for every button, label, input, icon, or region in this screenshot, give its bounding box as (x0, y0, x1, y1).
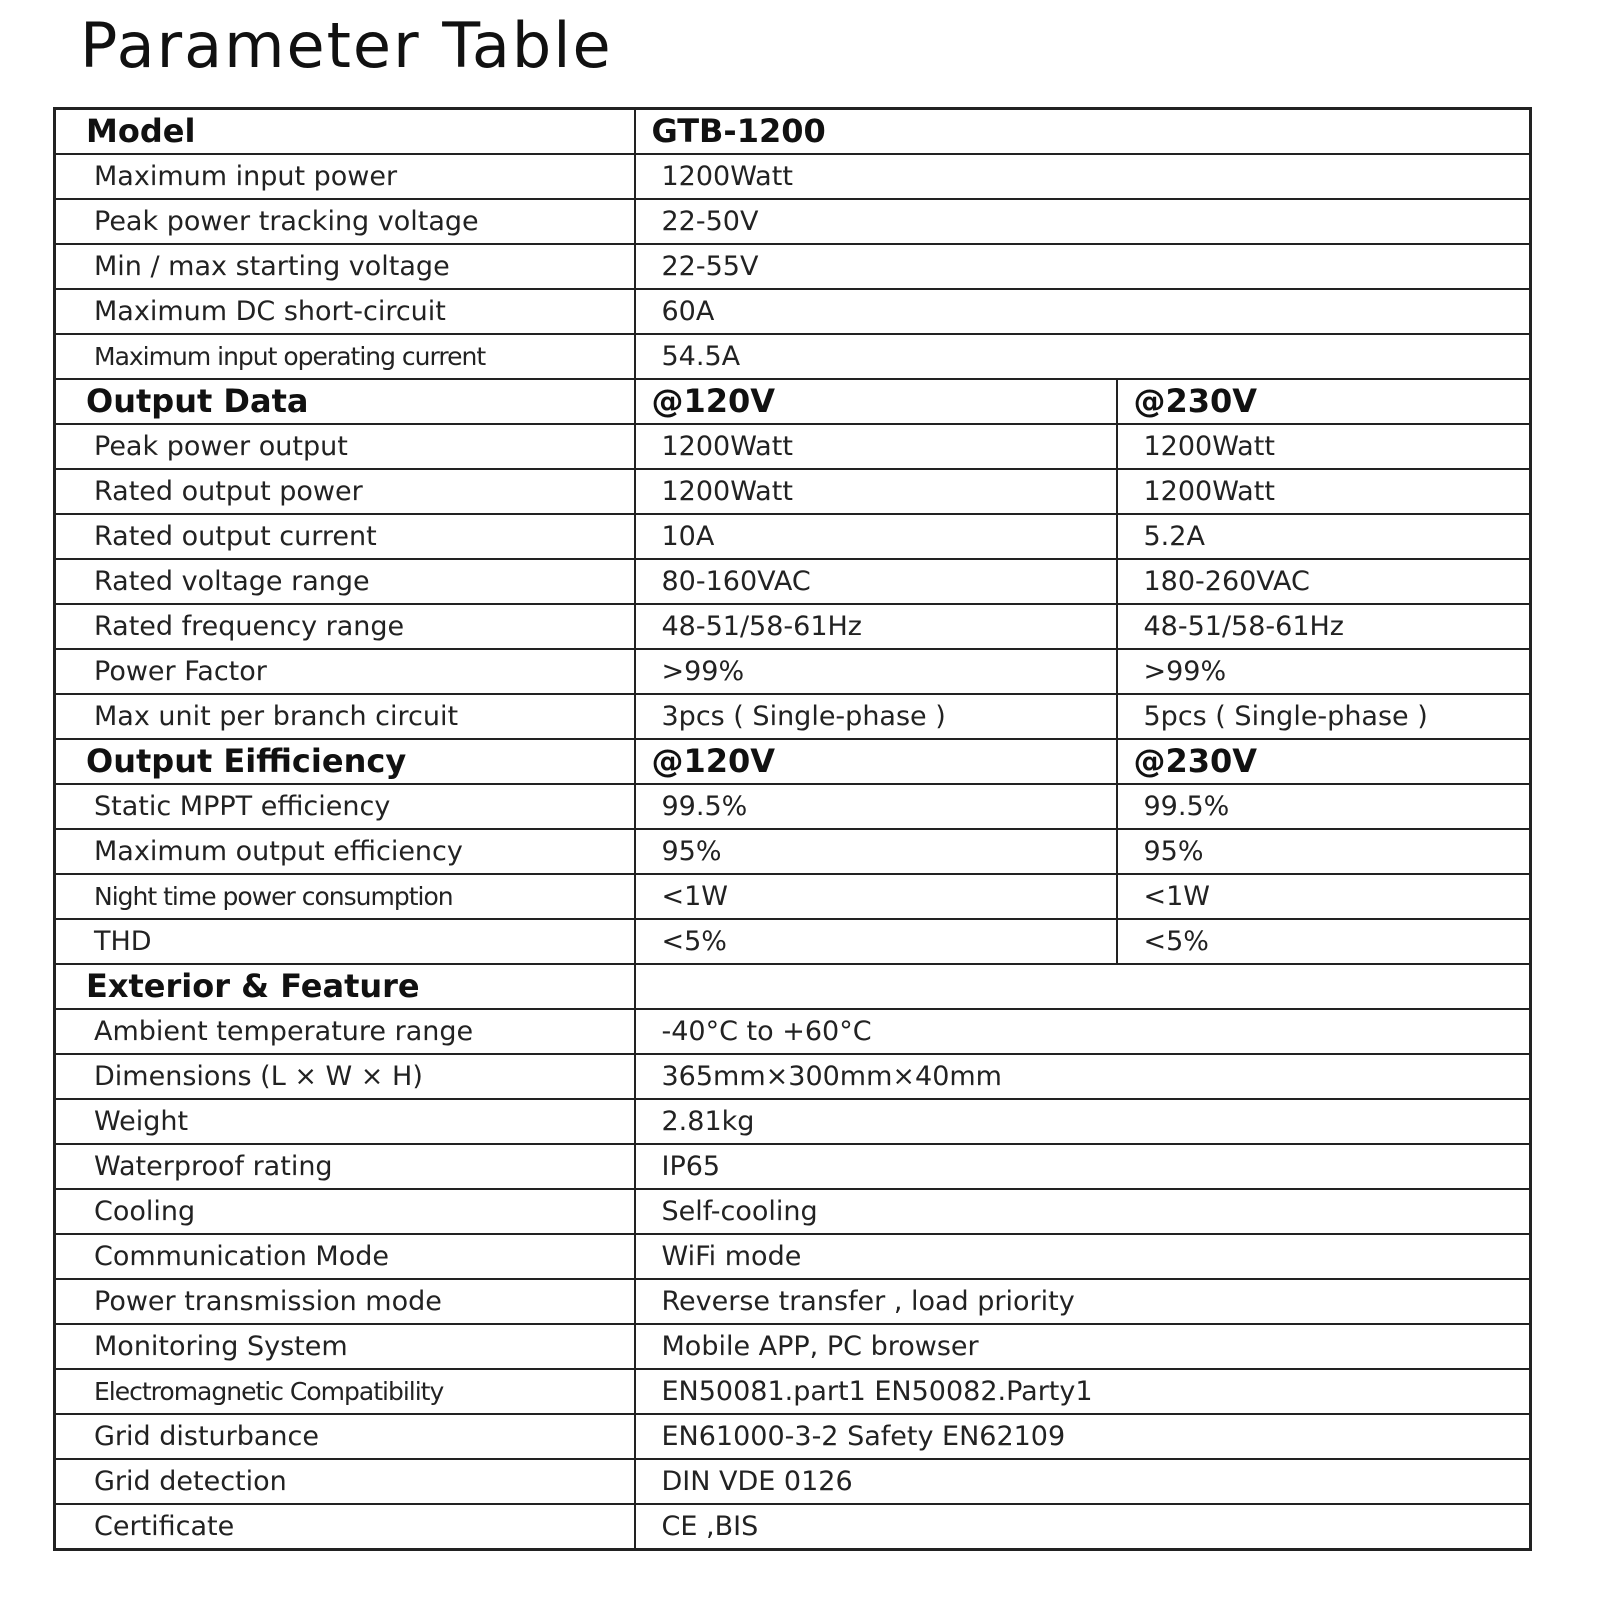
table-row (55, 289, 1531, 334)
table-row (55, 199, 1531, 244)
model-label: Model (55, 109, 635, 155)
row-value: 1200Watt (635, 154, 1531, 199)
row-value: 365mm×300mm×40mm (635, 1054, 1531, 1099)
table-row (55, 604, 1531, 649)
value-120v: 95% (635, 829, 1117, 874)
row-label: Grid detection (55, 1459, 635, 1504)
value-230v: 48-51/58-61Hz (1117, 604, 1531, 649)
section-title: Output Eifficiency (55, 739, 635, 784)
table-row (55, 1324, 1531, 1369)
value-120v: >99% (635, 649, 1117, 694)
output-data-header (55, 379, 1531, 424)
model-value: GTB-1200 (635, 109, 1531, 155)
value-230v: 180-260VAC (1117, 559, 1531, 604)
row-label: Communication Mode (55, 1234, 635, 1279)
table-row (55, 424, 1531, 469)
row-value: -40°C to +60°C (635, 1009, 1531, 1054)
row-label: Maximum input power (55, 154, 635, 199)
parameter-table (53, 107, 1532, 1551)
table-row (55, 694, 1531, 739)
row-label: Cooling (55, 1189, 635, 1234)
table-row (55, 514, 1531, 559)
row-label: Monitoring System (55, 1324, 635, 1369)
value-120v: 48-51/58-61Hz (635, 604, 1117, 649)
table-row (55, 649, 1531, 694)
row-label: Static MPPT efficiency (55, 784, 635, 829)
value-120v: 80-160VAC (635, 559, 1117, 604)
row-value: WiFi mode (635, 1234, 1531, 1279)
table-row (55, 1414, 1531, 1459)
section-title: Output Data (55, 379, 635, 424)
row-label: Weight (55, 1099, 635, 1144)
row-label: Electromagnetic Compatibility (55, 1369, 635, 1414)
table-row (55, 1009, 1531, 1054)
row-label: Min / max starting voltage (55, 244, 635, 289)
row-value: EN61000-3-2 Safety EN62109 (635, 1414, 1531, 1459)
column-header-120v: @120V (635, 379, 1117, 424)
row-label: Maximum input operating current (55, 334, 635, 379)
row-value: DIN VDE 0126 (635, 1459, 1531, 1504)
row-label: Power Factor (55, 649, 635, 694)
row-value: 2.81kg (635, 1099, 1531, 1144)
value-120v: 3pcs ( Single-phase ) (635, 694, 1117, 739)
table-row (55, 244, 1531, 289)
table-row (55, 874, 1531, 919)
row-value: Self-cooling (635, 1189, 1531, 1234)
table-row (55, 559, 1531, 604)
row-label: Certificate (55, 1504, 635, 1550)
page-title: Parameter Table (80, 9, 613, 82)
row-value: EN50081.part1 EN50082.Party1 (635, 1369, 1531, 1414)
value-120v: <5% (635, 919, 1117, 964)
value-230v: <5% (1117, 919, 1531, 964)
row-label: Rated output power (55, 469, 635, 514)
row-label: Maximum output efficiency (55, 829, 635, 874)
section-empty-cell (635, 964, 1531, 1009)
row-label: Maximum DC short-circuit (55, 289, 635, 334)
row-value: Mobile APP, PC browser (635, 1324, 1531, 1369)
value-230v: 1200Watt (1117, 424, 1531, 469)
value-230v: 5.2A (1117, 514, 1531, 559)
row-label: Dimensions (L × W × H) (55, 1054, 635, 1099)
row-value: 54.5A (635, 334, 1531, 379)
value-230v: 1200Watt (1117, 469, 1531, 514)
row-label: Peak power tracking voltage (55, 199, 635, 244)
row-label: Grid disturbance (55, 1414, 635, 1459)
row-label: Peak power output (55, 424, 635, 469)
table-row (55, 919, 1531, 964)
table-row (55, 1234, 1531, 1279)
value-230v: >99% (1117, 649, 1531, 694)
row-value: 22-55V (635, 244, 1531, 289)
exterior-feature-header (55, 964, 1531, 1009)
row-label: Night time power consumption (55, 874, 635, 919)
value-120v: 1200Watt (635, 469, 1117, 514)
row-label: Power transmission mode (55, 1279, 635, 1324)
column-header-230v: @230V (1117, 379, 1531, 424)
column-header-230v: @230V (1117, 739, 1531, 784)
value-120v: 10A (635, 514, 1117, 559)
table-row (55, 334, 1531, 379)
row-label: Rated frequency range (55, 604, 635, 649)
value-230v: 95% (1117, 829, 1531, 874)
table-row (55, 154, 1531, 199)
value-120v: 1200Watt (635, 424, 1117, 469)
row-value: 60A (635, 289, 1531, 334)
table-row (55, 1099, 1531, 1144)
table-row (55, 1144, 1531, 1189)
column-header-120v: @120V (635, 739, 1117, 784)
row-label: Max unit per branch circuit (55, 694, 635, 739)
value-120v: 99.5% (635, 784, 1117, 829)
table-row (55, 1279, 1531, 1324)
row-value: CE ,BIS (635, 1504, 1531, 1550)
row-value: IP65 (635, 1144, 1531, 1189)
table-row (55, 829, 1531, 874)
section-title: Exterior & Feature (55, 964, 635, 1009)
model-row (55, 109, 1531, 155)
table-row (55, 469, 1531, 514)
row-value: 22-50V (635, 199, 1531, 244)
table-row (55, 1189, 1531, 1234)
output-efficiency-header (55, 739, 1531, 784)
table-row (55, 1054, 1531, 1099)
row-label: Waterproof rating (55, 1144, 635, 1189)
row-label: Rated voltage range (55, 559, 635, 604)
value-120v: <1W (635, 874, 1117, 919)
row-label: Rated output current (55, 514, 635, 559)
value-230v: 99.5% (1117, 784, 1531, 829)
table-row (55, 1369, 1531, 1414)
row-label: THD (55, 919, 635, 964)
table-row (55, 1504, 1531, 1550)
value-230v: <1W (1117, 874, 1531, 919)
row-value: Reverse transfer , load priority (635, 1279, 1531, 1324)
table-row (55, 1459, 1531, 1504)
value-230v: 5pcs ( Single-phase ) (1117, 694, 1531, 739)
table-row (55, 784, 1531, 829)
row-label: Ambient temperature range (55, 1009, 635, 1054)
